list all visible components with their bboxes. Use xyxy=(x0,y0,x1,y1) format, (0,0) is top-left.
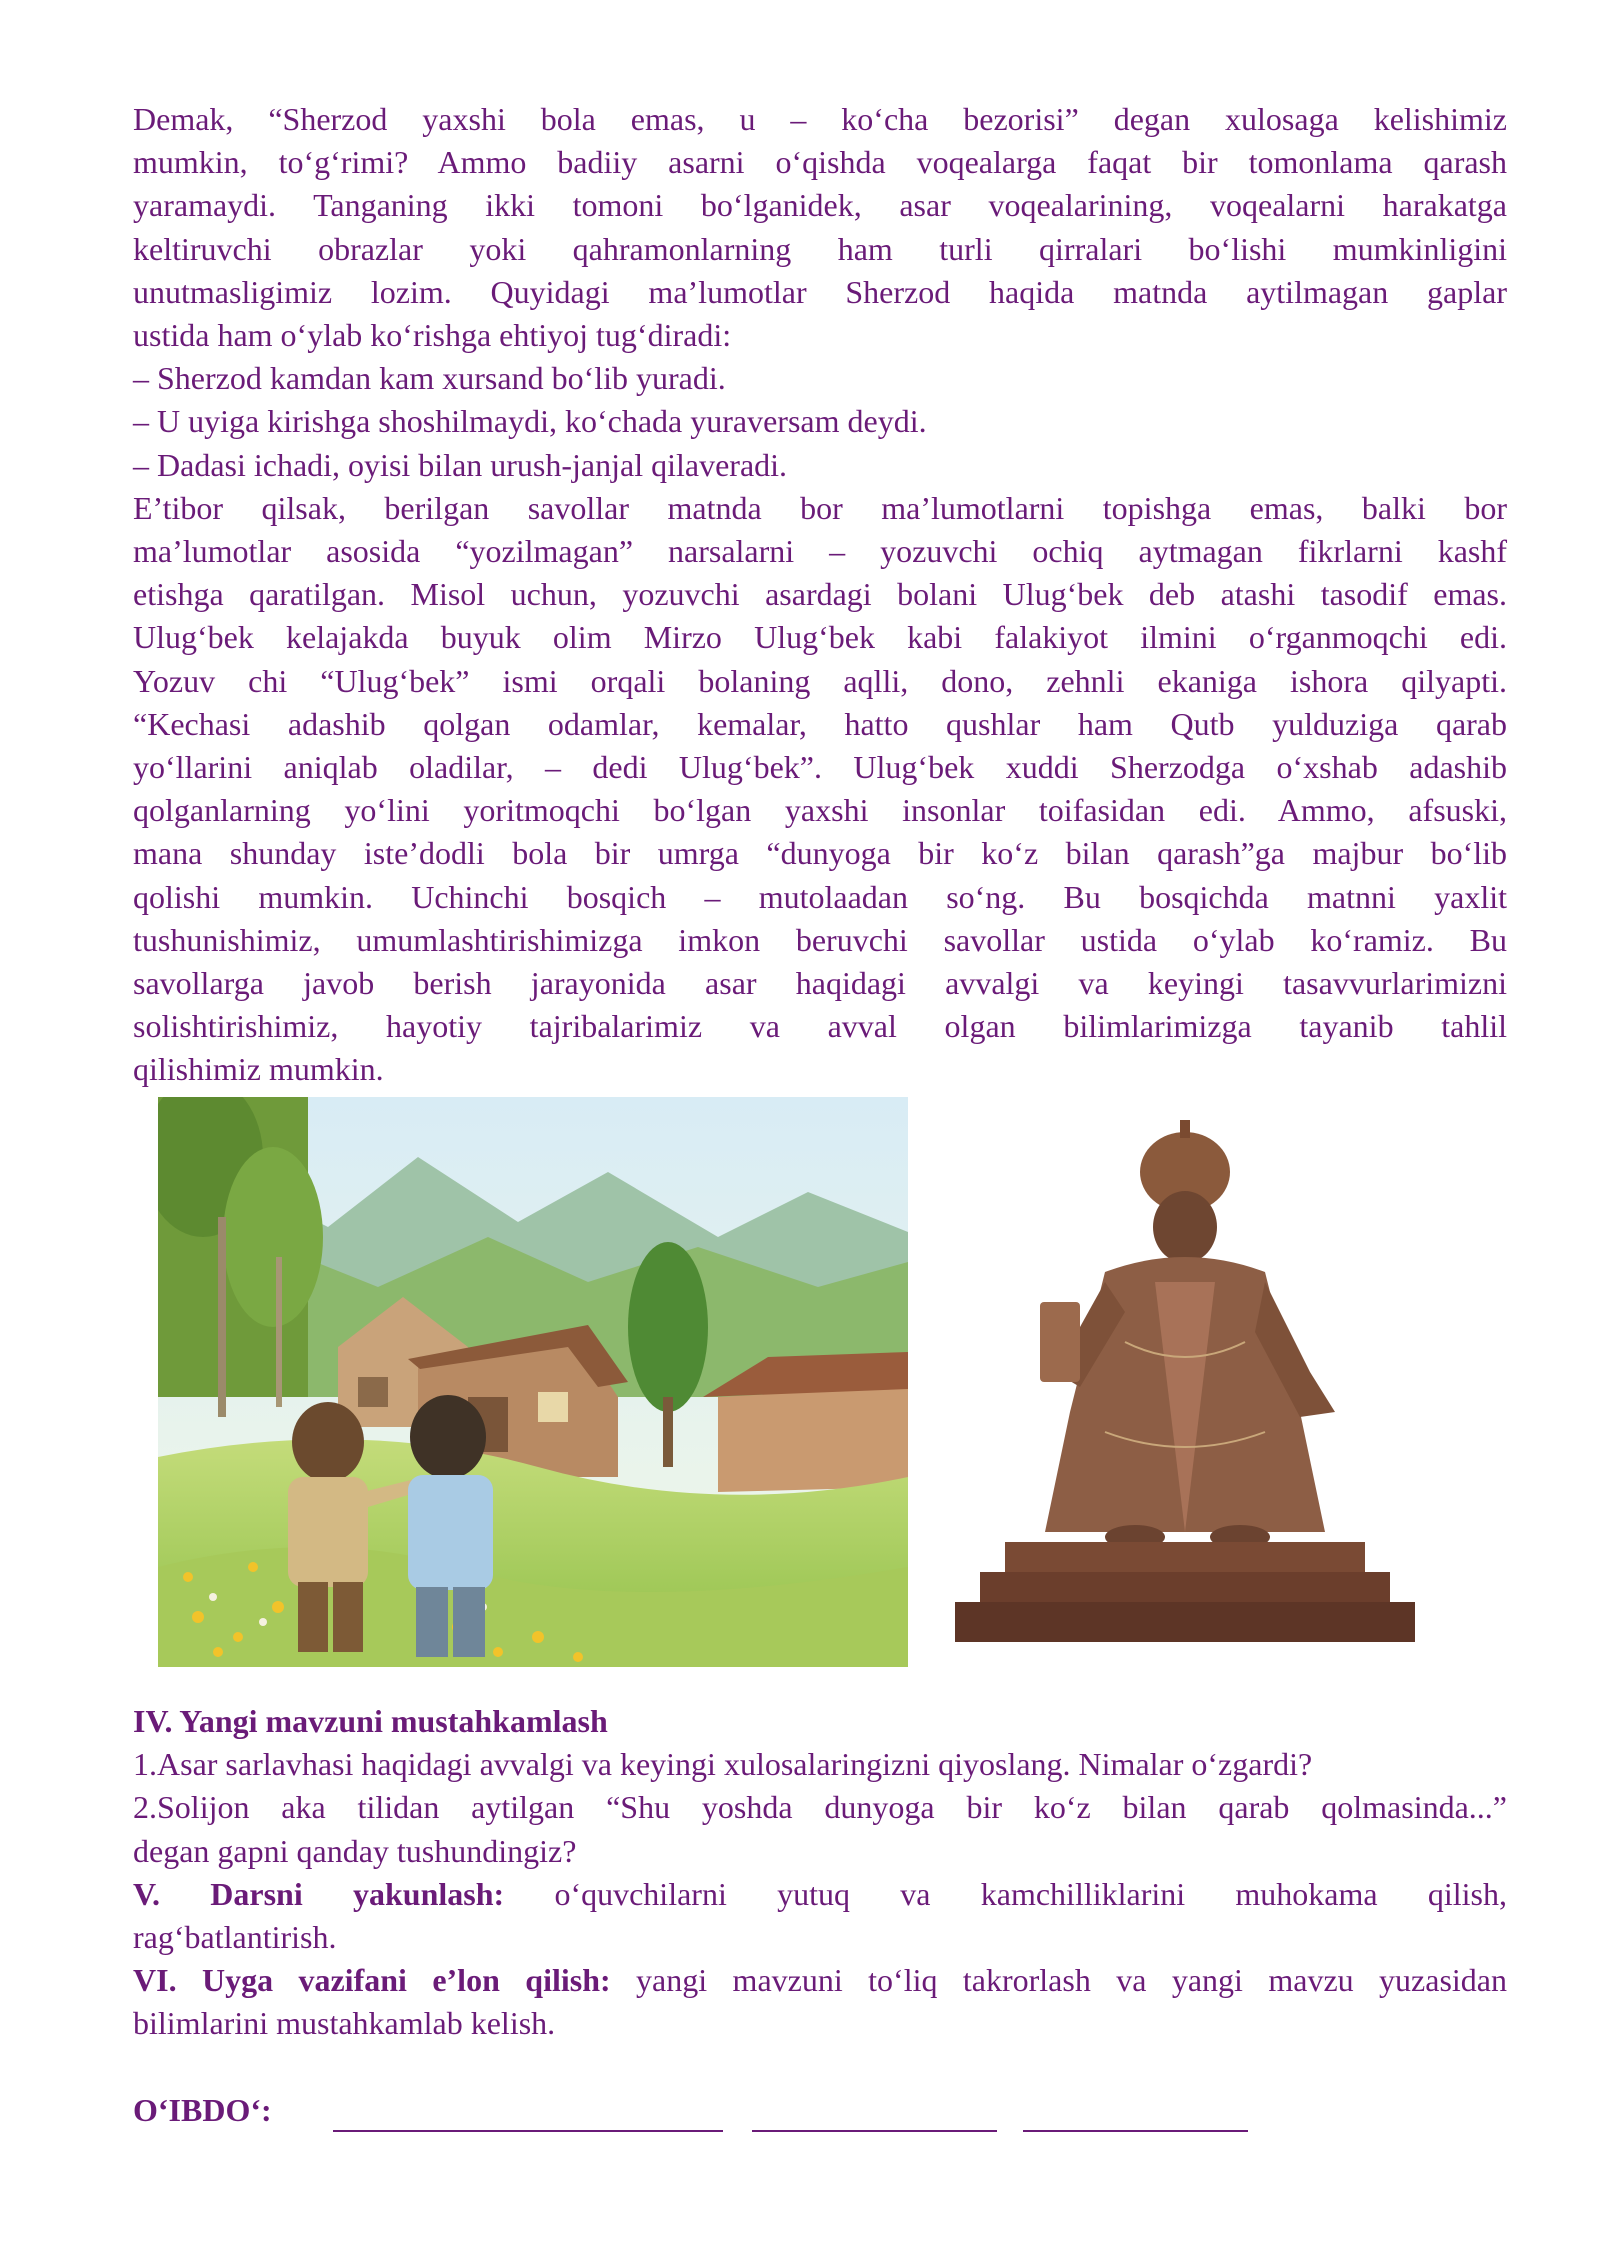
bullet-line: – U uyiga kirishga shoshilmaydi, ko‘chada yuraversam deydi. xyxy=(133,403,927,440)
body-line: qolganlarning yo‘lini yoritmoqchi bo‘lgan yaxshi insonlar toifasidan edi. Ammo, afsuski, xyxy=(133,792,1507,829)
section-vi-label: VI. Uyga vazifani e’lon qilish: xyxy=(133,1962,611,1999)
section-vi-text: yangi mavzuni to‘liq takrorlash va yangi mavzu yuzasidan xyxy=(610,1962,1508,1999)
body-line: solishtirishimiz, hayotiy tajribalarimiz va avval olgan bilimlarimizga tayanib tahlil xyxy=(133,1008,1507,1045)
section-iv-heading: IV. Yangi mavzuni mustahkamlash xyxy=(133,1703,608,1739)
body-line: yaramaydi. Tanganing ikki tomoni bo‘lganidek, asar voqealarining, voqealarni harakatga xyxy=(133,187,1507,224)
body-line: “Kechasi adashib qolgan odamlar, kemalar, hatto qushlar ham Qutb yulduziga qarab xyxy=(133,705,1507,742)
section-vi-text-continued: bilimlarini mustahkamlab kelish. xyxy=(133,2005,556,2042)
body-line: Ulug‘bek kelajakda buyuk olim Mirzo Ulug‘bek kabi falakiyot ilmini o‘rganmoqchi edi. xyxy=(133,619,1507,656)
section-iv-question-1: 1.Asar sarlavhasi haqidagi avvalgi va keyingi xulosalaringizni qiyoslang. Nimalar o‘zgardi? xyxy=(133,1746,1313,1783)
signature-label: O‘IBDO‘: xyxy=(133,2092,272,2128)
body-line: E’tibor qilsak, berilgan savollar matnda bor ma’lumotlarni topishga emas, balki bor xyxy=(133,489,1507,526)
section-v-text-continued: rag‘batlantirish. xyxy=(133,1919,337,1956)
body-line: mana shunday iste’dodli bola bir umrga “dunyoga bir ko‘z bilan qarash”ga majbur bo‘lib xyxy=(133,835,1507,872)
ulugbek-statue-illustration xyxy=(955,1112,1415,1662)
section-iv-question-2-continued: degan gapni qanday tushundingiz? xyxy=(133,1832,577,1869)
section-vi-line xyxy=(133,1959,1507,2002)
lesson-sections xyxy=(133,1700,1507,2046)
signature-blank-line xyxy=(1023,2130,1248,2132)
signature-blank-line xyxy=(333,2130,723,2132)
body-line: Yozuv chi “Ulug‘bek” ismi orqali bolaning aqlli, dono, zehnli ekaniga ishora qilyapti. xyxy=(133,662,1507,699)
section-v-label: V. Darsni yakunlash: xyxy=(133,1875,505,1912)
body-line: unutmasligimiz lozim. Quyidagi ma’lumotlar Sherzod haqida matnda aytilmagan gaplar xyxy=(133,273,1507,310)
section-v-text: o‘quvchilarni yutuq va kamchilliklarini muhokama qilish, xyxy=(504,1875,1507,1912)
body-line: etishga qaratilgan. Misol uchun, yozuvchi asardagi bolani Ulug‘bek deb atashi tasodif emas. xyxy=(133,576,1507,613)
body-line: tushunishimiz, umumlashtirishimizga imkon beruvchi savollar ustida o‘ylab ko‘ramiz. Bu xyxy=(133,921,1507,958)
boys-village-illustration xyxy=(158,1097,908,1667)
body-line: qolishi mumkin. Uchinchi bosqich – mutolaadan so‘ng. Bu bosqichda matnni yaxlit xyxy=(133,878,1507,915)
body-line: savollarga javob berish jarayonida asar haqidagi avvalgi va keyingi tasavvurlarimizni xyxy=(133,965,1507,1002)
bullet-line: – Dadasi ichadi, oyisi bilan urush-janjal qilaveradi. xyxy=(133,446,788,483)
body-text xyxy=(133,98,1507,1092)
signature-row xyxy=(133,2092,272,2136)
body-line: mumkin, to‘g‘rimi? Ammo badiiy asarni o‘qishda voqealarga faqat bir tomonlama qarash xyxy=(133,144,1507,181)
signature-blank-line xyxy=(752,2130,997,2132)
body-line: keltiruvchi obrazlar yoki qahramonlarning ham turli qirralari bo‘lishi mumkinligini xyxy=(133,230,1507,267)
body-line: Demak, “Sherzod yaxshi bola emas, u – ko‘cha bezorisi” degan xulosaga kelishimiz xyxy=(133,101,1507,137)
body-line: ustida ham o‘ylab ko‘rishga ehtiyoj tug‘diradi: xyxy=(133,317,732,354)
body-line: qilishimiz mumkin. xyxy=(133,1051,384,1088)
section-v-line xyxy=(133,1873,1507,1916)
section-iv-question-2: 2.Solijon aka tilidan aytilgan “Shu yoshda dunyoga bir ko‘z bilan qarab qolmasinda...” xyxy=(133,1789,1507,1826)
body-line: yo‘llarini aniqlab oladilar, – dedi Ulug‘bek”. Ulug‘bek xuddi Sherzodga o‘xshab adashib xyxy=(133,749,1507,786)
body-line: ma’lumotlar asosida “yozilmagan” narsalarni – yozuvchi ochiq aytmagan fikrlarni kashf xyxy=(133,533,1507,570)
bullet-line: – Sherzod kamdan kam xursand bo‘lib yuradi. xyxy=(133,360,726,397)
